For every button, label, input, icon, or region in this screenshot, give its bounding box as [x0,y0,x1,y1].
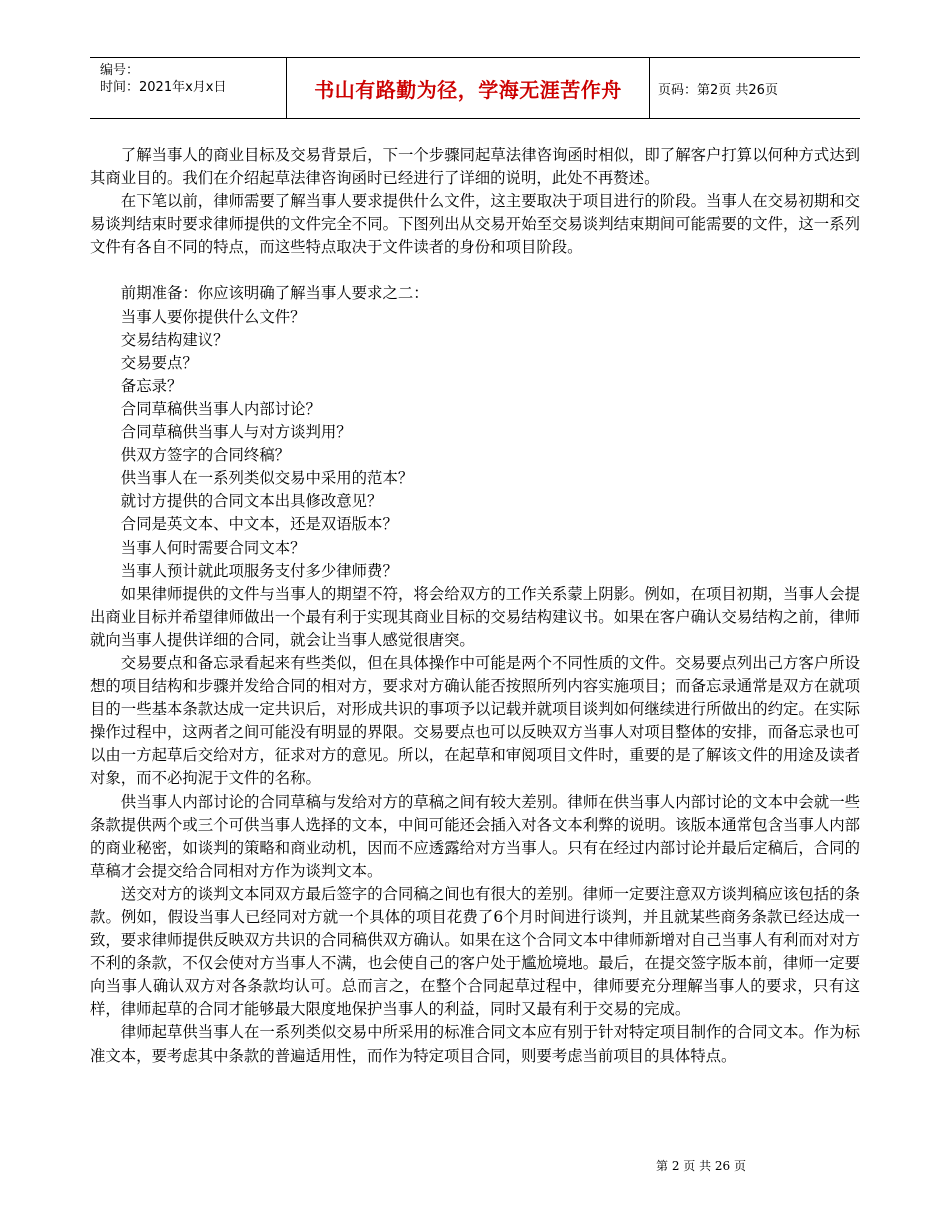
paragraph: 律师起草供当事人在一系列类似交易中所采用的标准合同文本应有别于针对特定项目制作的合同文本。作为标准文本，要考虑其中条款的普遍适用性，而作为特定项目合同，则要考虑当前项目的具体特点。 [90,1023,860,1065]
paragraph: 在下笔以前，律师需要了解当事人要求提供什么文件，这主要取决于项目进行的阶段。当事人在交易初期和交易谈判结束时要求律师提供的文件完全不同。下图列出从交易开始至交易谈判结束期间可能需要的文件，这一系列文件有各自不同的特点，而这些特点取决于文件读者的身份和项目阶段。 [90,192,860,257]
document-date-label: 时间：2021年x月x日 [100,80,227,95]
question-item: 合同草稿供当事人与对方谈判用？ [120,423,352,442]
question-item: 当事人预计就此项服务支付多少律师费？ [120,561,398,580]
question-item: 备忘录？ [120,376,183,395]
question-item: 交易要点？ [120,353,198,372]
page-footer: 第 2 页 共 26 页 [656,1159,746,1173]
paragraph: 了解当事人的商业目标及交易背景后，下一个步骤同起草法律咨询函时相似，即了解客户打算以何种方式达到其商业目的。我们在介绍起草法律咨询函时已经进行了详细的说明，此处不再赘述。 [90,146,860,188]
paragraph: 供当事人内部讨论的合同草稿与发给对方的草稿之间有较大差别。律师在供当事人内部讨论的文本中会就一些条款提供两个或三个可供当事人选择的文本，中间可能还会插入对各文本利弊的说明。该版本通常包含当事人内部的商业秘密，如谈判的策略和商业动机，因而不应透露给对方当事人。只有在经过内部讨论并最后定稿后，合同的草稿才会提交给合同相对方作为谈判文本。 [90,792,860,880]
question-item: 当事人要你提供什么文件？ [120,307,306,326]
document-body [90,144,860,1068]
header-meta [90,58,286,118]
spacer [90,259,860,282]
question-item: 供双方签字的合同终稿？ [120,446,291,465]
question-item: 供当事人在一系列类似交易中采用的范本？ [120,469,414,488]
question-item: 合同是英文本、中文本，还是双语版本？ [120,515,398,534]
page-header [90,57,860,119]
header-motto: 书山有路勤为径，学海无涯苦作舟 [286,58,650,118]
paragraph: 送交对方的谈判文本同双方最后签字的合同稿之间也有很大的差别。律师一定要注意双方谈判稿应该包括的条款。例如，假设当事人已经同对方就一个具体的项目花费了6个月时间进行谈判，并且就某些商务条款已经达成一致，要求律师提供反映双方共识的合同稿供双方确认。如果在这个合同文本中律师新增对自己当事人有利而对对方不利的条款，不仅会使对方当事人不满，也会使自己的客户处于尴尬境地。最后，在提交签字版本前，律师一定要向当事人确认双方对各条款均认可。总而言之，在整个合同起草过程中，律师要充分理解当事人的要求，只有这样，律师起草的合同才能够最大限度地保护当事人的利益，同时又最有利于交易的完成。 [90,884,860,1019]
prep-title: 前期准备：你应该明确了解当事人要求之二： [120,284,429,303]
question-item: 就讨方提供的合同文本出具修改意见？ [120,492,383,511]
paragraph: 如果律师提供的文件与当事人的期望不符，将会给双方的工作关系蒙上阴影。例如，在项目初期，当事人会提出商业目标并希望律师做出一个最有利于实现其商业目标的交易结构建议书。如果在客户确认交易结构之前，律师就向当事人提供详细的合同，就会让当事人感觉很唐突。 [90,584,860,649]
question-item: 合同草稿供当事人内部讨论？ [120,399,321,418]
paragraph: 交易要点和备忘录看起来有些类似，但在具体操作中可能是两个不同性质的文件。交易要点列出己方客户所设想的项目结构和步骤并发给合同的相对方，要求对方确认能否按照所列内容实施项目；而备忘录通常是双方在就项目的一些基本条款达成一定共识后，对形成共识的事项予以记载并就项目谈判如何继续进行所做出的约定。在实际操作过程中，这两者之间可能没有明显的界限。交易要点也可以反映双方当事人对项目整体的安排，而备忘录也可以由一方起草后交给对方，征求对方的意见。所以，在起草和审阅项目文件时，重要的是了解该文件的用途及读者对象，而不必拘泥于文件的名称。 [90,653,860,788]
question-item: 交易结构建议？ [120,330,229,349]
header-page-number: 页码：第2页 共26页 [658,82,778,98]
question-item: 当事人何时需要合同文本？ [120,538,306,557]
document-number-label: 编号： [100,63,140,78]
